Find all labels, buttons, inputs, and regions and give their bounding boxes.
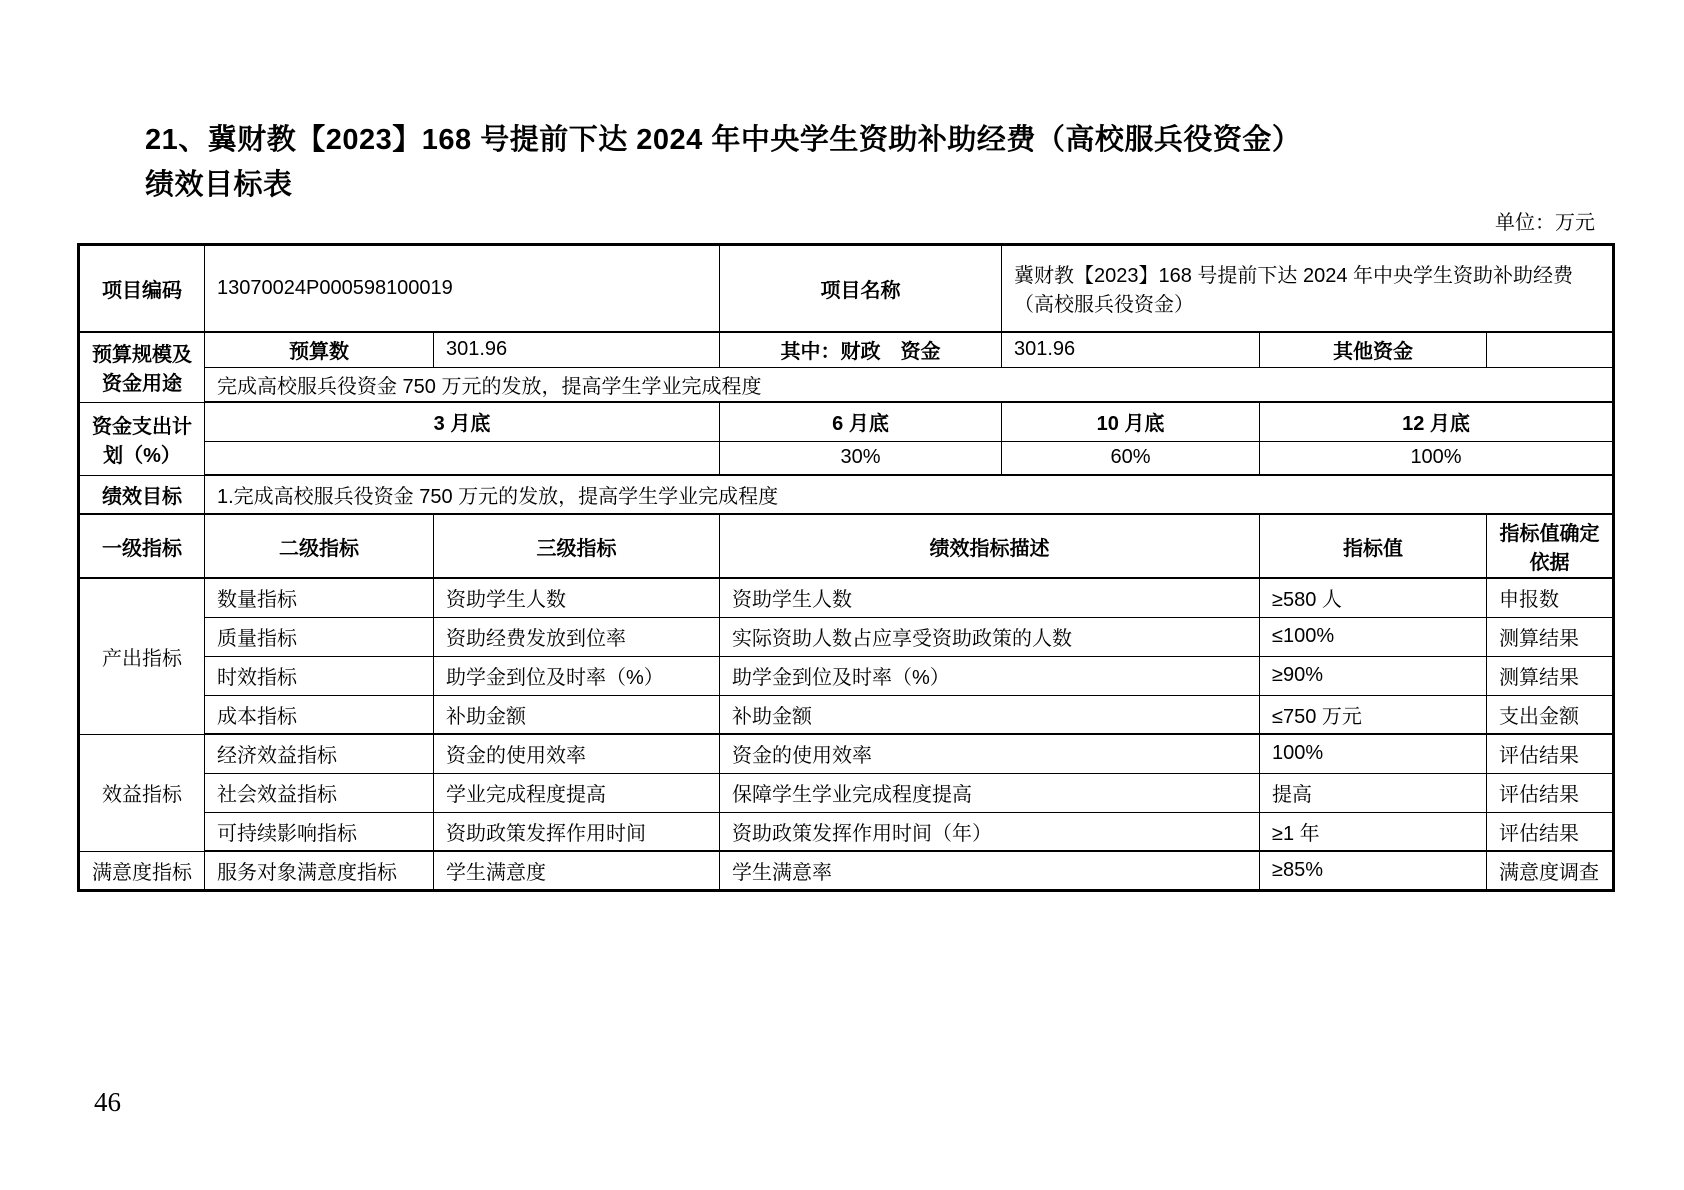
budget-number-value: 301.96 [434,332,720,368]
indicator-basis: 评估结果 [1487,734,1614,773]
group-benefit-label: 效益指标 [79,734,205,851]
group-satisfaction-label: 满意度指标 [79,851,205,890]
indicator-level2: 成本指标 [205,695,434,734]
header-level1: 一级指标 [79,514,205,578]
indicator-level2: 经济效益指标 [205,734,434,773]
indicator-level2: 质量指标 [205,617,434,656]
document-title-line1: 21、冀财教【2023】168 号提前下达 2024 年中央学生资助补助经费（高校服兵役资金） [145,124,1302,156]
indicator-value: ≥90% [1260,656,1487,695]
spend-plan-value-1 [205,441,720,475]
indicator-level3: 补助金额 [434,695,720,734]
spend-plan-value-2: 30% [720,441,1002,475]
fiscal-fund-value: 301.96 [1002,332,1260,368]
indicator-value: ≥1 年 [1260,812,1487,851]
indicator-level2: 社会效益指标 [205,773,434,812]
table-row [79,368,1614,403]
indicator-level2: 数量指标 [205,578,434,617]
header-value: 指标值 [1260,514,1487,578]
document-title [145,118,1301,208]
indicator-description: 资金的使用效率 [720,734,1260,773]
indicator-value: 提高 [1260,773,1487,812]
indicator-level3: 学生满意度 [434,851,720,890]
indicator-level3: 助学金到位及时率（%） [434,656,720,695]
indicator-row [79,812,1614,851]
header-level3: 三级指标 [434,514,720,578]
goal-label: 绩效目标 [79,475,205,514]
indicator-value: ≥580 人 [1260,578,1487,617]
other-fund-label: 其他资金 [1260,332,1487,368]
document-title-line2: 绩效目标表 [145,169,293,201]
header-basis: 指标值确定依据 [1487,514,1614,578]
indicator-basis: 申报数 [1487,578,1614,617]
budget-number-label: 预算数 [205,332,434,368]
spend-plan-period-2: 6 月底 [720,402,1002,441]
project-code-value: 13070024P000598100019 [205,245,720,332]
unit-note: 单位：万元 [1495,212,1595,234]
indicator-basis: 满意度调查 [1487,851,1614,890]
project-name-label: 项目名称 [720,245,1002,332]
indicator-description: 实际资助人数占应享受资助政策的人数 [720,617,1260,656]
spend-plan-period-3: 10 月底 [1002,402,1260,441]
indicator-row [79,773,1614,812]
fund-usage-text: 完成高校服兵役资金 750 万元的发放，提高学生学业完成程度 [205,368,1614,403]
header-description: 绩效指标描述 [720,514,1260,578]
indicator-basis: 评估结果 [1487,773,1614,812]
indicator-basis: 支出金额 [1487,695,1614,734]
indicator-level2: 服务对象满意度指标 [205,851,434,890]
table-row [79,402,1614,441]
indicator-level2: 可持续影响指标 [205,812,434,851]
project-code-label: 项目编码 [79,245,205,332]
indicator-row [79,851,1614,890]
fiscal-fund-label: 其中：财政 资金 [720,332,1002,368]
table-row [79,332,1614,368]
indicator-value: 100% [1260,734,1487,773]
indicator-basis: 测算结果 [1487,617,1614,656]
indicator-description: 资助学生人数 [720,578,1260,617]
indicator-header-row [79,514,1614,578]
indicator-value: ≤100% [1260,617,1487,656]
indicator-value: ≤750 万元 [1260,695,1487,734]
spend-plan-value-3: 60% [1002,441,1260,475]
indicator-description: 学生满意率 [720,851,1260,890]
page-number: 46 [94,1087,121,1117]
budget-section-label: 预算规模及资金用途 [79,332,205,403]
header-level2: 二级指标 [205,514,434,578]
indicator-level3: 学业完成程度提高 [434,773,720,812]
spend-plan-section-label: 资金支出计划（%） [79,402,205,475]
indicator-basis: 评估结果 [1487,812,1614,851]
indicator-row [79,695,1614,734]
table-row [79,475,1614,514]
indicator-level3: 资助政策发挥作用时间 [434,812,720,851]
performance-target-table [77,243,1615,892]
spend-plan-period-1: 3 月底 [205,402,720,441]
indicator-level2: 时效指标 [205,656,434,695]
indicator-row [79,656,1614,695]
group-output-label: 产出指标 [79,578,205,734]
indicator-level3: 资金的使用效率 [434,734,720,773]
indicator-description: 资助政策发挥作用时间（年） [720,812,1260,851]
table-row [79,245,1614,332]
indicator-value: ≥85% [1260,851,1487,890]
indicator-description: 保障学生学业完成程度提高 [720,773,1260,812]
goal-text: 1.完成高校服兵役资金 750 万元的发放，提高学生学业完成程度 [205,475,1614,514]
indicator-level3: 资助经费发放到位率 [434,617,720,656]
other-fund-value [1487,332,1614,368]
spend-plan-value-4: 100% [1260,441,1614,475]
indicator-row [79,617,1614,656]
indicator-basis: 测算结果 [1487,656,1614,695]
indicator-row [79,578,1614,617]
indicator-description: 助学金到位及时率（%） [720,656,1260,695]
indicator-row [79,734,1614,773]
indicator-description: 补助金额 [720,695,1260,734]
spend-plan-period-4: 12 月底 [1260,402,1614,441]
table-row [79,441,1614,475]
project-name-value: 冀财教【2023】168 号提前下达 2024 年中央学生资助补助经费（高校服兵役资金） [1002,245,1614,332]
indicator-level3: 资助学生人数 [434,578,720,617]
